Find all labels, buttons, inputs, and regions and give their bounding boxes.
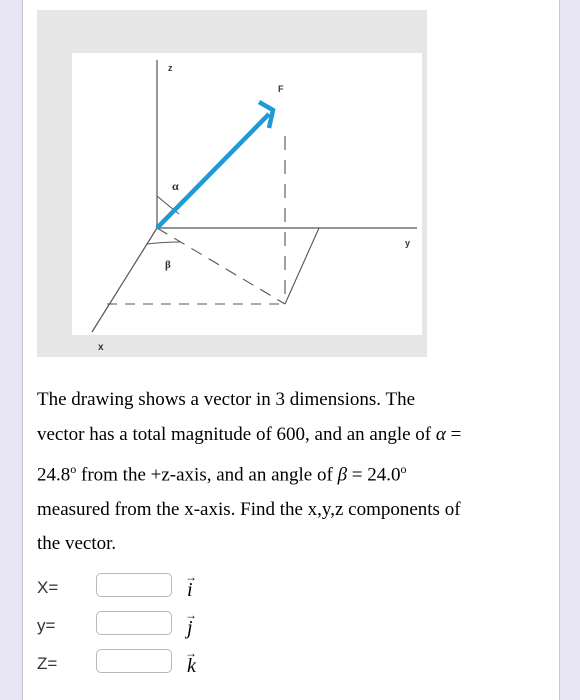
i-unit-letter: i <box>187 579 193 601</box>
question-text <box>37 383 547 562</box>
diagram-panel <box>72 53 422 335</box>
arrow-icon: → <box>185 608 197 622</box>
vector-diagram-svg <box>37 10 427 357</box>
z-component-label: Z= <box>37 654 58 673</box>
question-line-2: vector has a total magnitude of 600, and an angle of <box>37 423 436 445</box>
answer-row-y <box>37 605 237 643</box>
question-line <box>37 452 547 493</box>
f-label: F <box>278 84 284 94</box>
beta-degree: o <box>400 462 407 476</box>
answer-fields <box>37 567 237 681</box>
alpha-degree: o <box>70 462 77 476</box>
beta-symbol: β <box>337 464 348 486</box>
answer-row-x <box>37 567 237 605</box>
question-line <box>37 418 547 453</box>
y-axis-label: y <box>405 238 411 248</box>
alpha-label: α <box>172 179 179 193</box>
vector-diagram <box>37 10 427 357</box>
y-component-input[interactable] <box>96 611 172 635</box>
k-unit-letter: k <box>187 655 196 677</box>
question-line-4: measured from the x-axis. Find the x,y,z components of <box>37 498 461 520</box>
question-line <box>37 383 547 418</box>
z-axis-label: z <box>168 63 173 73</box>
i-unit-vector <box>183 571 201 601</box>
beta-value: = 24.0 <box>347 464 401 486</box>
alpha-value: 24.8 <box>37 464 71 486</box>
answer-row-z <box>37 643 237 681</box>
j-unit-vector <box>183 609 201 639</box>
y-component-label: y= <box>37 616 56 635</box>
alpha-symbol: α <box>435 423 446 445</box>
question-line <box>37 527 547 562</box>
question-line <box>37 493 547 528</box>
question-line-3: from the +z-axis, and an angle of <box>76 464 338 486</box>
question-line-5: the vector. <box>37 533 117 555</box>
x-component-label: X= <box>37 578 59 597</box>
arrow-icon: → <box>185 570 197 584</box>
z-component-input[interactable] <box>96 649 172 673</box>
arrow-icon: → <box>185 646 197 660</box>
j-unit-letter: j <box>187 617 193 639</box>
alpha-equals: = <box>445 423 462 445</box>
k-unit-vector <box>183 647 201 677</box>
beta-label: β <box>165 259 171 271</box>
x-component-input[interactable] <box>96 573 172 597</box>
x-axis-label: x <box>98 342 104 353</box>
question-line-1: The drawing shows a vector in 3 dimensions. The <box>37 389 415 410</box>
